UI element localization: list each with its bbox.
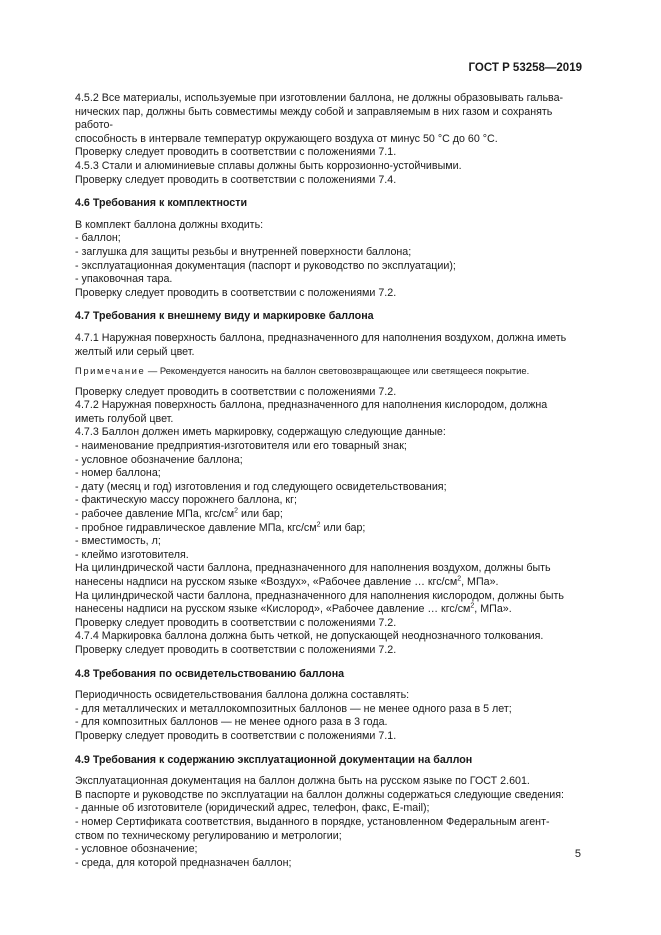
list-item: - для композитных баллонов — не менее одного раза в 3 года.	[75, 716, 388, 729]
standard-number: ГОСТ Р 53258—2019	[468, 62, 582, 74]
text-line: На цилиндрической части баллона, предназначенного для наполнения воздухом, должны быть	[75, 562, 551, 575]
section-heading-4-6: 4.6 Требования к комплектности	[75, 197, 248, 210]
text-line: иметь голубой цвет.	[75, 412, 174, 425]
check-reference: Проверку следует проводить в соответствии с положениями 7.2.	[75, 616, 397, 629]
paragraph-oxygen-marking	[75, 590, 584, 617]
superscript: 2	[470, 602, 475, 610]
superscript: 2	[316, 521, 321, 529]
section-heading-4-8: 4.8 Требования по освидетельствованию баллона	[75, 667, 345, 680]
check-reference: Проверку следует проводить в соответствии с положениями 7.2.	[75, 385, 397, 398]
text-line: 4.7.1 Наружная поверхность баллона, предназначенного для наполнения воздухом, должна иметь	[75, 331, 567, 344]
list-item: - эксплуатационная документация (паспорт и руководство по эксплуатации);	[75, 259, 456, 272]
paragraph-4-7-4: 4.7.4 Маркировка баллона должна быть четкой, не допускающей неоднозначного толкования.	[75, 630, 544, 643]
list-intro: Периодичность освидетельствования баллона должна составлять:	[75, 689, 410, 702]
list-item: - данные об изготовителе (юридический адрес, телефон, факс, E-mail);	[75, 802, 430, 815]
paragraph-air-marking	[75, 562, 584, 589]
superscript: 2	[234, 507, 238, 515]
text-line: желтый или серый цвет.	[75, 345, 195, 358]
note	[75, 364, 584, 378]
list-item: - среда, для которой предназначен баллон;	[75, 856, 292, 869]
list-item: - дату (месяц и год) изготовления и год следующего освидетельствования;	[75, 480, 447, 493]
list-item: - заглушка для защиты резьбы и внутренней поверхности баллона;	[75, 245, 412, 258]
paragraph: Эксплуатационная документация на баллон должна быть на русском языке по ГОСТ 2.601.	[75, 775, 530, 788]
text-line: нических пар, должны быть совместимы между собой и заправляемым в них газом и сохранять работо-	[75, 105, 553, 132]
text-line: способность в интервале температур окружающего воздуха от минус 50 °С до 60 °С.	[75, 132, 498, 145]
text-line: 4.7.2 Наружная поверхность баллона, предназначенного для наполнения кислородом, должна	[75, 399, 548, 412]
section-heading-4-7: 4.7 Требования к внешнему виду и маркировке баллона	[75, 310, 374, 323]
paragraph: В паспорте и руководстве по эксплуатации на баллон должны содержаться следующие сведения:	[75, 788, 564, 801]
paragraph-4-5-2	[75, 92, 584, 146]
text-part: , МПа».	[474, 603, 512, 616]
list-item: - условное обозначение баллона;	[75, 453, 243, 466]
text-part: нанесены надписи на русском языке «Воздух», «Рабочее давление … кгс/см	[75, 576, 458, 588]
list-intro: В комплект баллона должны входить:	[75, 218, 264, 231]
text-part: - рабочее давление МПа, кгс/см	[75, 508, 235, 521]
list-item: - условное обозначение;	[75, 843, 198, 856]
page-number: 5	[574, 848, 581, 860]
list-item: - вместимость, л;	[75, 535, 161, 548]
list-item: - номер баллона;	[75, 467, 161, 480]
text-line: 4.5.2 Все материалы, используемые при изготовлении баллона, не должны образовывать гальва-	[75, 92, 564, 104]
list-item: - для металлических и металлокомпозитных баллонов — не менее одного раза в 5 лет;	[75, 702, 512, 715]
page-body	[75, 92, 584, 870]
text-part: , МПа».	[461, 576, 499, 588]
list-item	[75, 816, 584, 843]
section-heading-4-9: 4.9 Требования к содержанию эксплуатационной документации на баллон	[75, 753, 473, 766]
paragraph-4-7-1	[75, 332, 584, 359]
list-item: - клеймо изготовителя.	[75, 548, 189, 561]
text-line: На цилиндрической части баллона, предназначенного для наполнения кислородом, должны быть	[75, 589, 564, 602]
text-part: или бар;	[320, 521, 366, 534]
note-text: — Рекомендуется наносить на баллон световозвращающее или светящееся покрытие.	[145, 365, 530, 377]
check-reference: Проверку следует проводить в соответствии с положениями 7.1.	[75, 729, 397, 742]
superscript: 2	[457, 575, 462, 583]
note-label: Примечание	[75, 365, 146, 377]
check-reference: Проверку следует проводить в соответствии с положениями 7.1.	[75, 146, 397, 159]
list-item: - наименование предприятия-изготовителя или его товарный знак;	[75, 440, 407, 453]
paragraph-4-7-3: 4.7.3 Баллон должен иметь маркировку, содержащую следующие данные:	[75, 426, 446, 439]
text-part: - пробное гидравлическое давление МПа, кгс/см	[75, 521, 317, 534]
paragraph-4-5-3: 4.5.3 Стали и алюминиевые сплавы должны быть коррозионно-устойчивыми.	[75, 159, 462, 172]
check-reference: Проверку следует проводить в соответствии с положениями 7.2.	[75, 643, 397, 656]
check-reference: Проверку следует проводить в соответствии с положениями 7.4.	[75, 173, 397, 186]
text-line: - номер Сертификата соответствия, выданного в порядке, установленном Федеральным агент-	[75, 815, 550, 828]
check-reference: Проверку следует проводить в соответствии с положениями 7.2.	[75, 286, 397, 299]
list-item	[75, 508, 584, 522]
paragraph-4-7-2	[75, 399, 584, 426]
list-item	[75, 522, 584, 536]
text-part: нанесены надписи на русском языке «Кислород», «Рабочее давление … кгс/см	[75, 603, 471, 616]
list-item: - фактическую массу порожнего баллона, кг;	[75, 494, 297, 507]
list-item: - баллон;	[75, 232, 121, 245]
text-line: ством по техническому регулированию и метрологии;	[75, 829, 342, 842]
text-part: или бар;	[237, 508, 283, 521]
list-item: - упаковочная тара.	[75, 273, 173, 286]
